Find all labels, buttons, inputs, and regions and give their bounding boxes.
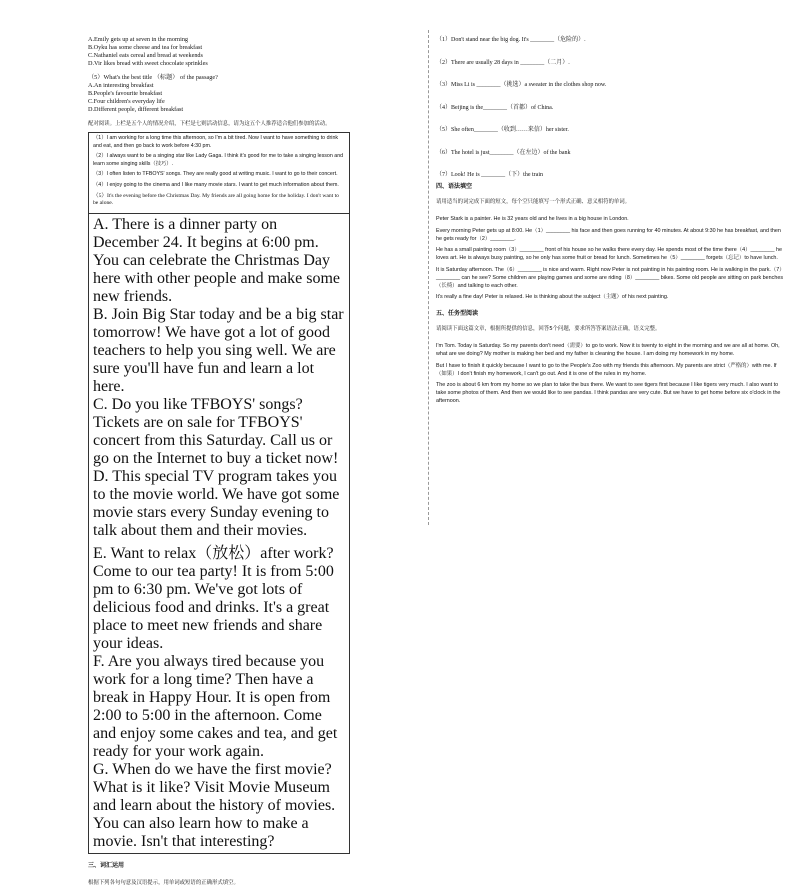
matching-instruction: 配对阅读。上栏是五个人的情况介绍，下栏是七则活动信息，请为这五个人推荐适合他们参加的活动。: [88, 121, 331, 127]
q5-option-c: C.Four children's everyday life: [88, 98, 165, 105]
grammar-para-2: Every morning Peter gets up at 8:00. He（1）________ his face and then goes running for 40 minutes. At about 9:30 he has breakfast, and then he gets ready for（2）________.: [436, 227, 781, 242]
left-column: [88, 36, 350, 887]
activity-b: B. Join Big Star today and be a big star tomorrow! We have got a lot of good teachers to help you sing well. We are sure you'll have fun and learn a lot here.: [93, 305, 344, 395]
fill-1: （1）Don't stand near the big dog. It's ________（危险的）.: [436, 37, 586, 43]
fill-4: （4）Beijing is the________（首都）of China.: [436, 104, 554, 111]
q5-option-d: D.Different people, different breakfast: [88, 106, 184, 113]
activities-box: [88, 214, 350, 854]
section-3-instruction: 根据下列各句句意及汉语提示，用单词或短语的正确形式填空。: [88, 879, 239, 886]
section-4-instruction: 请用适当的词完成下面的短文，每个空只能填写一个形式正确、意义相符的单词。: [436, 199, 631, 205]
option-a: A.Emily gets up at seven in the morning: [88, 36, 189, 43]
column-divider: [428, 30, 429, 525]
q5-option-b: B.People's favourite breakfast: [88, 90, 163, 97]
grammar-para-3: He has a small painting room（3）________ front of his house so he walks there every day. He spends most of the time there（4）________ he loves art. He is always busy painting, so he only has some fruit or bread for lunch. Sometimes he（5）________ forgets（忘记）to have lunch.: [436, 247, 782, 262]
option-c: C.Nathaniel eats cereal and bread at weekends: [88, 52, 203, 59]
activity-g: G. When do we have the first movie? What is it like? Visit Movie Museum and learn about the history of movies. You can also learn how to make a movie. Isn't that interesting?: [93, 760, 336, 850]
grammar-para-4: It is Saturday afternoon. The（6）________ is nice and warm. Right now Peter is not painting in his painting room. He is walking in the park.（7）________ can he see? Some children are playing games and some are riding（8）________ bikes. Some old people are sitting on park benches（长椅）and talking to each other.: [436, 266, 785, 289]
section-3-heading: 三、词汇运用: [88, 861, 125, 869]
task-para-3: The zoo is about 6 km from my home so we plan to take the bus there. We want to see tigers first because I like tigers very much. I also want to take some photos of them. And then we would like to see pandas. I think pandas are very cute. But we have to get home before six o'clock in the afternoon.: [436, 382, 781, 404]
option-b: B.Oyku has some cheese and tea for breakfast: [88, 44, 203, 51]
section-5-instruction: 请阅读下面这篇文章，根据所提供的信息，回答5个问题，要求所答答案语法正确，语义完整。: [436, 326, 661, 333]
question-5: （5）What's the best title （标题） of the passage?: [88, 74, 218, 81]
activity-d: D. This special TV program takes you to the movie world. We have got some movie stars every Sunday evening to talk about them and their movies.: [93, 467, 340, 539]
activity-f: F. Are you always tired because you work for a long time? Then have a break in Happy Hour. It is open from 2:00 to 5:00 in the afternoon. Come and enjoy some cakes and tea, and get ready for your work again.: [93, 652, 338, 760]
people-box: [88, 132, 350, 214]
q5-option-a: A.An interesting breakfast: [88, 82, 154, 89]
fill-3: （3）Miss Li is ________（挑选）a sweater in the clothes shop now.: [436, 82, 607, 88]
task-para-1: I'm Tom. Today is Saturday. So my parents don't need（需要）to go to work. Now it is twenty to eight in the morning and we are all at home. Oh, what are we doing? My mother is making her bed and my father is cleaning the house. I am doing my homework in my home.: [436, 343, 780, 357]
activity-e: E. Want to relax（放松）after work? Come to our tea party! It is from 5:00 pm to 6:30 pm. We've got lots of delicious food and drinks. It's a great place to meet new friends and share your ideas.: [93, 544, 334, 652]
activity-a: A. There is a dinner party on December 24. It begins at 6:00 pm. You can celebrate the Christmas Day here with other people and make some new friends.: [93, 215, 341, 305]
fill-6: （6）The hotel is just________（在左边）of the bank: [436, 149, 571, 156]
right-column: [436, 36, 786, 410]
fill-5: （5）She often________（收到……来信）her sister.: [436, 127, 569, 133]
person-3: （3）I often listen to TFBOYS' songs. They are really good at writing music. I want to go to their concert.: [93, 171, 338, 178]
person-5: （5）It's the evening before the Christmas Day. My friends are all going home for the holiday. I don't want to be alone.: [93, 192, 339, 207]
option-d: D.Vir likes bread with sweet chocolate sprinkles: [88, 60, 208, 67]
section-4-heading: 四、语法填空: [436, 183, 473, 190]
fill-7: （7）Look! He is ________（下）the train: [436, 172, 543, 178]
fill-2: （2）There are usually 28 days in ________（二月）.: [436, 59, 570, 66]
grammar-para-1: Peter Stark is a painter. He is 32 years old and he lives in a big house in London.: [436, 216, 629, 222]
section-5-heading: 五、任务型阅读: [436, 310, 479, 318]
activity-c: C. Do you like TFBOYS' songs? Tickets are on sale for TFBOYS' concert from this Saturday. Call us or go on the Internet to buy a ticket now!: [93, 395, 339, 467]
task-para-2: But I have to finish it quickly because I want to go to the People's Zoo with my friends this afternoon. My parents are strict（严格的）with me. If（如果）I don't finish my homework, I can't go out. And it is one of the rules in my home.: [436, 362, 777, 377]
person-1: （1）I am working for a long time this afternoon, so I'm a bit tired. Now I want to have something to drink and eat, and then go back to work before 4:30 pm.: [93, 135, 339, 149]
person-2: （2）I always want to be a singing star like Lady Gaga. I think it's good for me to take a singing lesson and learn some singing skills（技巧）.: [93, 153, 344, 167]
grammar-para-5: It's really a fine day! Peter is relaxed. He is thinking about the subject（主题）of his next painting.: [436, 294, 669, 301]
person-4: （4）I enjoy going to the cinema and I like many movie stars. I want to get much information about them.: [93, 181, 339, 188]
